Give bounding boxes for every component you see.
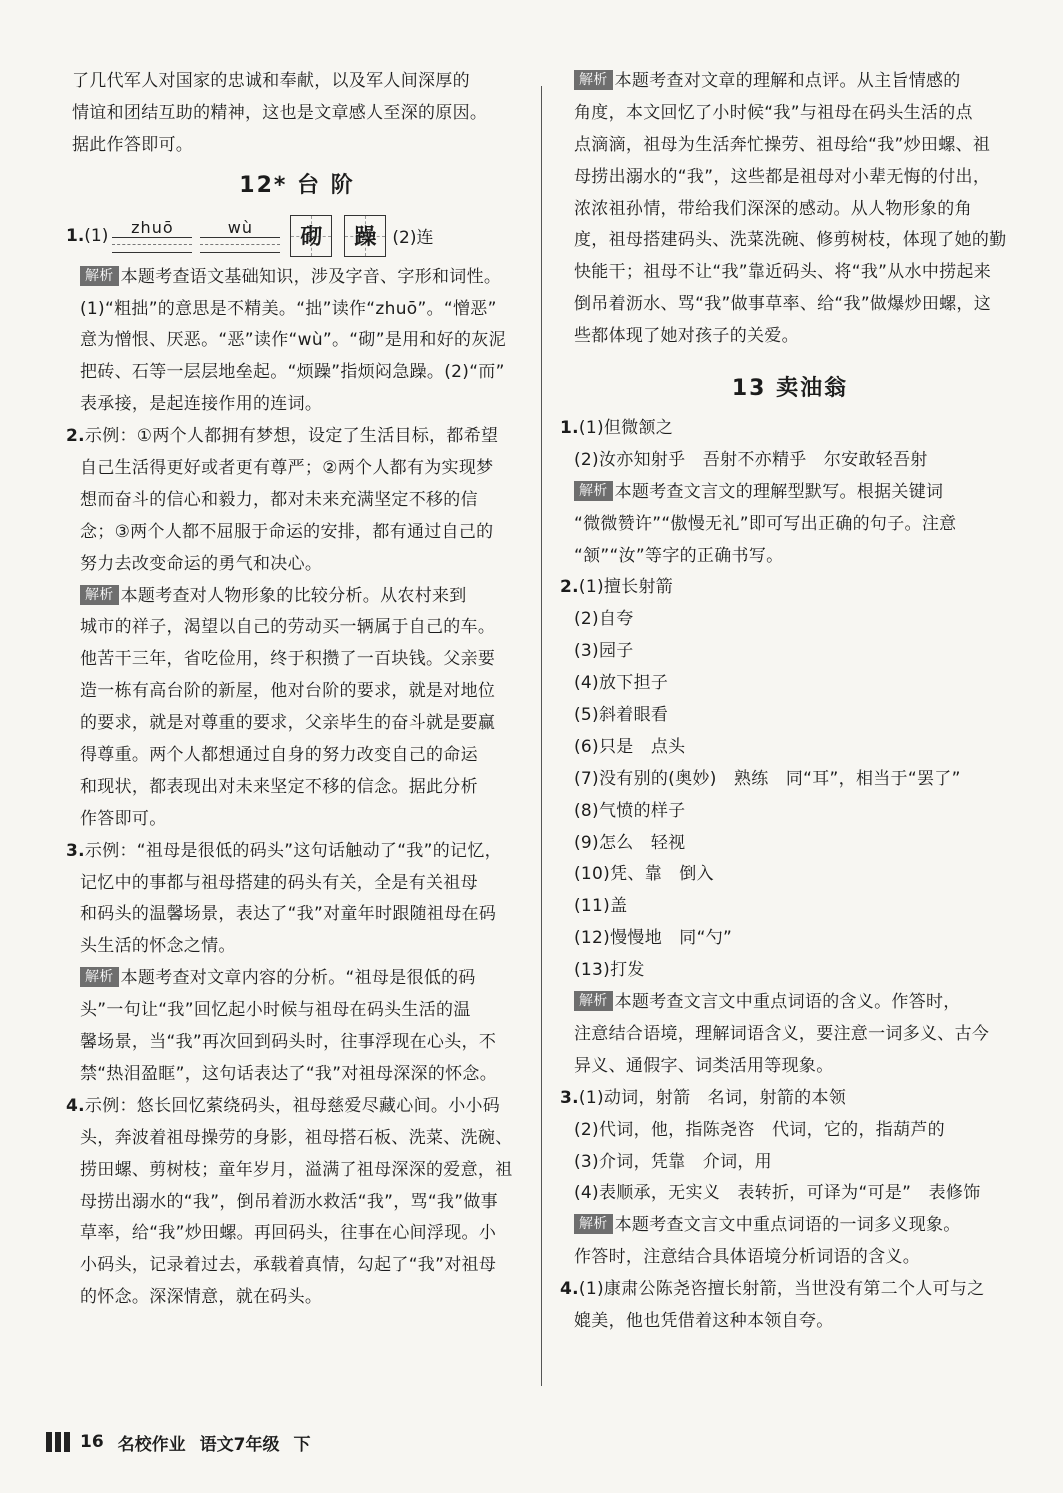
answer-line: (4)放下担子 (574, 673, 669, 694)
answer-line: 记忆中的事都与祖母搭建的码头有关，全是有关祖母 (80, 872, 478, 893)
answer-line: (10)凭、靠 倒入 (574, 864, 714, 885)
analysis-line: 城市的祥子，渴望以自己的劳动买一辆属于自己的车。 (80, 617, 496, 638)
answer-line: 捞田螺、剪树枝；童年岁月，溢满了祖母深深的爱意，祖 (80, 1159, 513, 1180)
analysis-line: 解析 本题考查文言文中重点词语的含义。作答时， (560, 987, 1020, 1019)
answer-line: 努力去改变命运的勇气和决心。 (80, 553, 323, 574)
answer-line: 的怀念。深深情意，就在码头。 (80, 1287, 323, 1308)
section-title: 12* 台 阶 (239, 172, 355, 198)
text-line: 据此作答即可。 (72, 134, 194, 155)
answer-line: 头，奔波着祖母操劳的身影，祖母搭石板、洗菜、洗碗、 (80, 1127, 513, 1148)
answer-line: (13)打发 (574, 960, 645, 981)
answer-line: (3)介词，凭靠 介词，用 (574, 1151, 772, 1172)
analysis-line: 他苦干三年，省吃俭用，终于积攒了一百块钱。父亲要 (80, 649, 496, 670)
answer-line: (7)没有别的(奥妙) 熟练 同“耳”，相当于“罢了” (574, 768, 961, 789)
answer-line: 念；③两个人都不屈服于命运的安排，都有通过自己的 (80, 521, 494, 542)
pinyin-lines (112, 237, 192, 253)
analysis-line: 解析 本题考查文言文的理解型默写。根据关键词 (560, 477, 1020, 509)
pinyin-cell (112, 218, 192, 253)
answer-line: 2.示例：①两个人都拥有梦想，设定了生活目标，都希望 (66, 426, 499, 447)
analysis-line: 解析 本题考查文言文中重点词语的一词多义现象。 (560, 1210, 1020, 1242)
answer-line: (2)自夸 (574, 609, 634, 630)
analysis-line: “颔”“汝”等字的正确书写。 (574, 545, 784, 566)
analysis-line: 倒吊着沥水、骂“我”做事草率、给“我”做爆炒田螺，这 (574, 294, 992, 315)
answer-line: 4.(1)康肃公陈尧咨擅长射箭，当世没有第二个人可与之 (560, 1279, 985, 1300)
answer-line: (3)园子 (574, 641, 634, 662)
question-number: 1. (66, 225, 85, 246)
text-line: 情谊和团结互助的精神，这也是文章感人至深的原因。 (72, 102, 488, 123)
pinyin-lines (200, 237, 280, 253)
subject-grade: 语文7年级 (199, 1434, 280, 1455)
volume: 下 (293, 1434, 311, 1455)
answer-line: (8)气愤的样子 (574, 800, 686, 821)
left-column (66, 66, 528, 1314)
answer-line: 4.示例：悠长回忆萦绕码头，祖母慈爱尽藏心间。小小码 (66, 1095, 501, 1116)
analysis-line: 角度，本文回忆了小时候“我”与祖母在码头生活的点 (574, 102, 973, 123)
right-column (560, 66, 1020, 1338)
analysis-badge: 解析 (574, 991, 613, 1011)
question-number: 4. (560, 1279, 579, 1300)
grid-character: 躁 (354, 225, 377, 251)
pinyin-text: zhuō (131, 218, 174, 238)
analysis-badge: 解析 (574, 1214, 613, 1234)
grid-character: 砌 (300, 225, 323, 251)
section-title: 13 卖油翁 (731, 376, 849, 402)
answer-line: (5)斜着眼看 (574, 705, 669, 726)
answer-line: (4)表顺承，无实义 表转折，可译为“可是” 表修饰 (574, 1183, 981, 1204)
answer-line: 3.(1)动词，射箭 名词，射箭的本领 (560, 1087, 847, 1108)
answer-line: (2)汝亦知射乎 吾射不亦精乎 尔安敢轻吾射 (574, 449, 928, 470)
question-number: 3. (560, 1087, 579, 1108)
answer-line: 2.(1)擅长射箭 (560, 577, 674, 598)
answer-line: (12)慢慢地 同“勺” (574, 928, 733, 949)
analysis-line: 造一栋有高台阶的新屋，他对台阶的要求，就是对地位 (80, 681, 496, 702)
analysis-line: 表承接，是起连接作用的连词。 (80, 394, 323, 415)
answer-line: 想而奋斗的信心和毅力，都对未来充满坚定不移的信 (80, 489, 478, 510)
analysis-line: 作答即可。 (80, 808, 167, 829)
column-divider (541, 86, 542, 1386)
character-grid-box (290, 215, 332, 257)
page-number: 16 (80, 1432, 104, 1452)
analysis-line: (1)“粗拙”的意思是不精美。“拙”读作“zhuō”。“憎恶” (80, 298, 497, 319)
analysis-line: 注意结合语境，理解词语含义，要注意一词多义、古今 (574, 1023, 990, 1044)
analysis-line: 母捞出溺水的“我”，这些都是祖母对小辈无悔的付出， (574, 166, 991, 187)
answer-line: (9)怎么 轻视 (574, 832, 686, 853)
question-number: 2. (66, 426, 85, 447)
answer-line: 母捞出溺水的“我”，倒吊着沥水救活“我”，骂“我”做事 (80, 1191, 498, 1212)
analysis-badge: 解析 (574, 481, 613, 501)
analysis-badge: 解析 (80, 967, 119, 987)
analysis-line: 解析 本题考查对文章内容的分析。“祖母是很低的码 (66, 963, 528, 995)
answer-line: 小码头，记录着过去，承载着真情，勾起了“我”对祖母 (80, 1255, 497, 1276)
analysis-line: 异义、通假字、词类活用等现象。 (574, 1055, 834, 1076)
analysis-line: 意为憎恨、厌恶。“恶”读作“wù”。“砌”是用和好的灰泥 (80, 330, 506, 351)
analysis-line: 禁“热泪盈眶”，这句话表达了“我”对祖母深深的怀念。 (80, 1063, 498, 1084)
answer-line: (11)盖 (574, 896, 628, 917)
question-number: 3. (66, 840, 85, 861)
analysis-line: 作答时，注意结合具体语境分析词语的含义。 (574, 1247, 920, 1268)
analysis-line: 馨场景，当“我”再次回到码头时，往事浮现在心头，不 (80, 1032, 497, 1053)
answer-line: 头生活的怀念之情。 (80, 936, 236, 957)
analysis-line: 度，祖母搭建码头、洗菜洗碗、修剪树枝，体现了她的勤 (574, 230, 1007, 251)
answer-line: 和码头的温馨场景，表达了“我”对童年时跟随祖母在码 (80, 904, 497, 925)
analysis-line: 把砖、石等一层层地垒起。“烦躁”指烦闷急躁。(2)“而” (80, 362, 505, 383)
question-number: 4. (66, 1095, 85, 1116)
answer-line: 1.(1)但微颔之 (560, 418, 674, 439)
analysis-line: 头”一句让“我”回忆起小时候与祖母在码头生活的温 (80, 1000, 471, 1021)
analysis-line: 解析 本题考查对人物形象的比较分析。从农村来到 (66, 581, 528, 613)
analysis-line: 的要求，就是对尊重的要求，父亲毕生的奋斗就是要赢 (80, 713, 496, 734)
pinyin-cell (200, 218, 280, 253)
answer-line: (2)代词，他，指陈尧咨 代词，它的，指葫芦的 (574, 1119, 945, 1140)
question-number: 2. (560, 577, 579, 598)
answer-line: (6)只是 点头 (574, 736, 686, 757)
analysis-line: 和现状，都表现出对未来坚定不移的信念。据此分析 (80, 776, 478, 797)
sub-answer: (2)连 (392, 228, 434, 249)
book-name: 名校作业 (117, 1434, 186, 1455)
q1-answer-row (66, 210, 528, 262)
character-grid-box (344, 215, 386, 257)
answer-line: 3.示例：“祖母是很低的码头”这句话触动了“我”的记忆， (66, 840, 502, 861)
answer-line: 自己生活得更好或者更有尊严；②两个人都有为实现梦 (80, 458, 494, 479)
footer-bars-icon (46, 1432, 70, 1452)
analysis-line: “微微赞许”“傲慢无礼”即可写出正确的句子。注意 (574, 513, 957, 534)
analysis-line: 解析 本题考查语文基础知识，涉及字音、字形和词性。 (66, 262, 528, 294)
text-line: 了几代军人对国家的忠诚和奉献，以及军人间深厚的 (72, 71, 470, 91)
analysis-line: 快能干；祖母不让“我”靠近码头、将“我”从水中捞起来 (574, 262, 992, 283)
question-number: 1. (560, 418, 579, 439)
page-footer (46, 1425, 325, 1459)
sub-number: (1) (84, 225, 109, 246)
pinyin-text: wù (227, 218, 253, 238)
analysis-badge: 解析 (574, 70, 613, 90)
answer-line: 媲美，他也凭借着这种本领自夸。 (574, 1310, 834, 1331)
analysis-line: 点滴滴，祖母为生活奔忙操劳、祖母给“我”炒田螺、祖 (574, 134, 991, 155)
analysis-badge: 解析 (80, 585, 119, 605)
analysis-line: 得尊重。两个人都想通过自身的努力改变自己的命运 (80, 745, 478, 766)
analysis-line: 解析 本题考查对文章的理解和点评。从主旨情感的 (560, 66, 1020, 98)
analysis-line: 些都体现了她对孩子的关爱。 (574, 326, 799, 347)
answer-line: 草率，给“我”炒田螺。再回码头，往事在心间浮现。小 (80, 1223, 497, 1244)
analysis-line: 浓浓祖孙情，带给我们深深的感动。从人物形象的角 (574, 198, 972, 219)
analysis-badge: 解析 (80, 266, 119, 286)
